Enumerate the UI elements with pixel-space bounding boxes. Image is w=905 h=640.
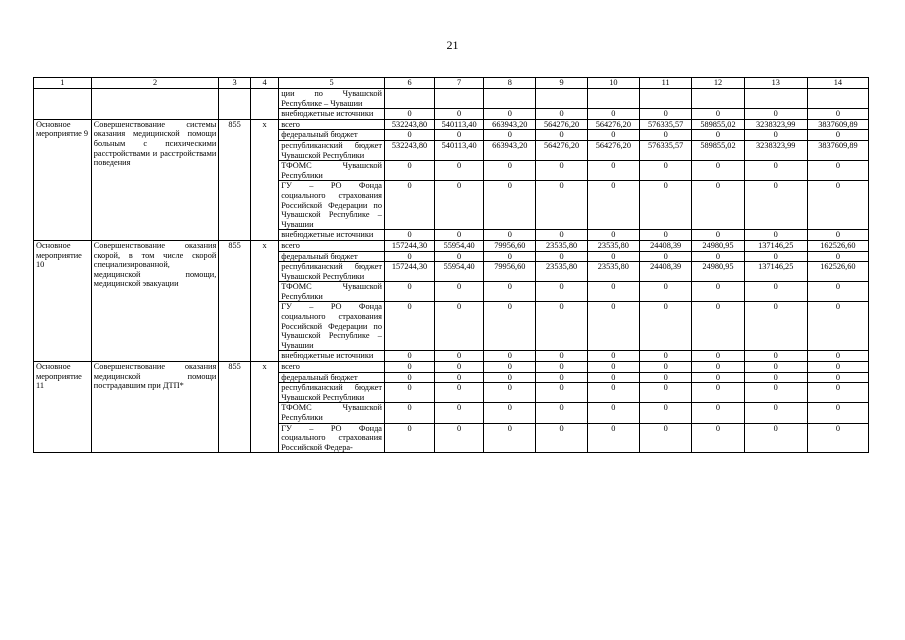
empty-cell (34, 89, 92, 109)
value-cell (640, 89, 692, 109)
value-cell: 0 (807, 130, 868, 141)
value-cell: 0 (807, 161, 868, 181)
value-cell: 532243,80 (384, 140, 434, 160)
value-cell: 0 (435, 251, 484, 262)
funding-source: ГУ – РО Фонда социального страхования Российской Федера- (279, 423, 385, 453)
table-row (34, 362, 869, 373)
value-cell: 0 (744, 251, 807, 262)
value-cell: 564276,20 (587, 140, 639, 160)
value-cell: 0 (692, 403, 744, 423)
value-cell: 0 (536, 362, 587, 373)
value-cell: 0 (692, 282, 744, 302)
funding-source: ТФОМС Чувашской Республики (279, 403, 385, 423)
value-cell: 23535,80 (587, 240, 639, 251)
value-cell: 0 (692, 251, 744, 262)
value-cell: 0 (484, 282, 536, 302)
value-cell (692, 89, 744, 109)
value-cell: 663943,20 (484, 119, 536, 130)
value-cell: 0 (744, 403, 807, 423)
value-cell: 0 (587, 302, 639, 351)
value-cell: 0 (692, 109, 744, 120)
value-cell: 0 (744, 109, 807, 120)
measure-name: Основное мероприятие 10 (34, 240, 92, 361)
empty-cell (250, 89, 278, 109)
header-cell: 10 (587, 78, 639, 89)
measure-name: Основное мероприятие 9 (34, 119, 92, 240)
value-cell: 0 (484, 383, 536, 403)
empty-cell (219, 89, 251, 109)
value-cell: 0 (484, 372, 536, 383)
value-cell: 24980,95 (692, 262, 744, 282)
funding-source: всего (279, 362, 385, 373)
header-cell: 13 (744, 78, 807, 89)
value-cell: 540113,40 (435, 140, 484, 160)
value-cell: 3238323,99 (744, 119, 807, 130)
value-cell: 0 (692, 130, 744, 141)
value-cell: 0 (692, 423, 744, 453)
value-cell: 0 (692, 230, 744, 241)
value-cell: 0 (536, 251, 587, 262)
value-cell: 0 (384, 181, 434, 230)
value-cell: 0 (435, 109, 484, 120)
empty-cell (219, 109, 251, 120)
mark-cell: x (250, 240, 278, 361)
value-cell: 576335,57 (640, 140, 692, 160)
value-cell: 0 (587, 351, 639, 362)
value-cell: 0 (484, 423, 536, 453)
value-cell: 0 (536, 351, 587, 362)
value-cell: 0 (587, 230, 639, 241)
value-cell: 0 (807, 302, 868, 351)
value-cell: 0 (384, 362, 434, 373)
header-cell: 8 (484, 78, 536, 89)
value-cell: 564276,20 (587, 119, 639, 130)
value-cell: 0 (640, 181, 692, 230)
value-cell: 0 (692, 351, 744, 362)
funding-source: внебюджетные источники (279, 351, 385, 362)
value-cell: 0 (435, 282, 484, 302)
table-row (34, 89, 869, 109)
value-cell: 0 (384, 282, 434, 302)
value-cell: 0 (435, 372, 484, 383)
value-cell: 0 (744, 351, 807, 362)
empty-cell (250, 109, 278, 120)
value-cell: 0 (587, 181, 639, 230)
value-cell: 0 (384, 130, 434, 141)
value-cell: 0 (384, 423, 434, 453)
value-cell: 0 (640, 362, 692, 373)
value-cell: 157244,30 (384, 240, 434, 251)
value-cell: 137146,25 (744, 240, 807, 251)
value-cell: 0 (744, 302, 807, 351)
value-cell: 55954,40 (435, 262, 484, 282)
funding-source: внебюджетные источники (279, 230, 385, 241)
funding-source: федеральный бюджет (279, 130, 385, 141)
value-cell: 0 (744, 362, 807, 373)
value-cell: 24980,95 (692, 240, 744, 251)
value-cell: 0 (484, 161, 536, 181)
page-number: 21 (446, 38, 459, 52)
value-cell (384, 89, 434, 109)
value-cell: 162526,60 (807, 240, 868, 251)
value-cell: 564276,20 (536, 119, 587, 130)
value-cell: 0 (692, 181, 744, 230)
budget-code: 855 (219, 119, 251, 240)
value-cell: 0 (435, 161, 484, 181)
value-cell: 564276,20 (536, 140, 587, 160)
value-cell: 0 (484, 251, 536, 262)
value-cell: 0 (692, 161, 744, 181)
value-cell: 79956,60 (484, 262, 536, 282)
value-cell: 3837609,89 (807, 140, 868, 160)
funding-source: внебюджетные источники (279, 109, 385, 120)
value-cell: 0 (744, 372, 807, 383)
budget-code: 855 (219, 240, 251, 361)
header-cell: 12 (692, 78, 744, 89)
budget-code: 855 (219, 362, 251, 453)
value-cell: 0 (744, 230, 807, 241)
funding-source: ГУ – РО Фонда социального страхования Российской Федерации по Чувашской Республике – Чувашии (279, 302, 385, 351)
measure-description: Совершенствование оказания медицинской помощи пострадавшим при ДТП* (91, 362, 219, 453)
funding-source: ТФОМС Чувашской Республики (279, 161, 385, 181)
value-cell: 0 (807, 362, 868, 373)
funding-source: республиканский бюджет Чувашской Республики (279, 262, 385, 282)
value-cell: 0 (536, 302, 587, 351)
value-cell: 0 (640, 230, 692, 241)
header-cell: 14 (807, 78, 868, 89)
value-cell: 0 (384, 302, 434, 351)
value-cell: 0 (587, 372, 639, 383)
value-cell: 0 (484, 109, 536, 120)
value-cell: 0 (640, 130, 692, 141)
value-cell: 0 (807, 351, 868, 362)
mark-cell: x (250, 119, 278, 240)
measure-description: Совершенствование оказания скорой, в том числе скорой специализированной, медицинской помощи, медицинской эвакуации (91, 240, 219, 361)
value-cell: 0 (384, 109, 434, 120)
value-cell: 0 (692, 362, 744, 373)
funding-source: федеральный бюджет (279, 251, 385, 262)
value-cell: 0 (744, 282, 807, 302)
value-cell (807, 89, 868, 109)
funding-source: республиканский бюджет Чувашской Республики (279, 383, 385, 403)
value-cell: 0 (640, 351, 692, 362)
funding-source: ции по Чувашской Республике – Чувашии (279, 89, 385, 109)
value-cell: 0 (640, 161, 692, 181)
value-cell: 663943,20 (484, 140, 536, 160)
value-cell: 0 (744, 383, 807, 403)
header-cell: 5 (279, 78, 385, 89)
value-cell: 0 (744, 161, 807, 181)
header-cell: 2 (91, 78, 219, 89)
value-cell: 532243,80 (384, 119, 434, 130)
value-cell: 0 (536, 423, 587, 453)
header-cell: 11 (640, 78, 692, 89)
value-cell: 0 (744, 423, 807, 453)
value-cell: 0 (640, 251, 692, 262)
header-cell: 9 (536, 78, 587, 89)
value-cell: 0 (484, 351, 536, 362)
value-cell: 0 (640, 302, 692, 351)
table-row (34, 240, 869, 251)
value-cell: 0 (640, 423, 692, 453)
empty-cell (91, 109, 219, 120)
value-cell: 23535,80 (587, 262, 639, 282)
value-cell: 0 (536, 403, 587, 423)
budget-table (33, 77, 869, 453)
value-cell: 0 (484, 230, 536, 241)
value-cell: 0 (435, 423, 484, 453)
value-cell: 0 (807, 282, 868, 302)
value-cell: 0 (435, 130, 484, 141)
value-cell: 0 (384, 161, 434, 181)
value-cell: 0 (435, 403, 484, 423)
value-cell: 0 (435, 181, 484, 230)
value-cell (484, 89, 536, 109)
value-cell: 589855,02 (692, 119, 744, 130)
value-cell (744, 89, 807, 109)
value-cell: 0 (384, 403, 434, 423)
empty-cell (91, 89, 219, 109)
value-cell: 0 (435, 302, 484, 351)
value-cell (587, 89, 639, 109)
funding-source: федеральный бюджет (279, 372, 385, 383)
value-cell: 540113,40 (435, 119, 484, 130)
value-cell: 0 (384, 251, 434, 262)
value-cell: 0 (484, 302, 536, 351)
funding-source: ГУ – РО Фонда социального страхования Российской Федерации по Чувашской Республике – Чувашии (279, 181, 385, 230)
header-cell: 4 (250, 78, 278, 89)
value-cell: 0 (587, 383, 639, 403)
table-row (34, 109, 869, 120)
value-cell: 24408,39 (640, 262, 692, 282)
value-cell: 576335,57 (640, 119, 692, 130)
value-cell: 0 (484, 130, 536, 141)
value-cell: 0 (536, 282, 587, 302)
value-cell: 0 (435, 351, 484, 362)
value-cell: 137146,25 (744, 262, 807, 282)
value-cell: 23535,80 (536, 262, 587, 282)
value-cell: 0 (807, 383, 868, 403)
value-cell: 0 (807, 423, 868, 453)
value-cell: 589855,02 (692, 140, 744, 160)
value-cell: 0 (587, 109, 639, 120)
value-cell: 0 (587, 130, 639, 141)
table-row (34, 119, 869, 130)
value-cell: 0 (640, 282, 692, 302)
value-cell: 0 (807, 230, 868, 241)
value-cell: 0 (435, 383, 484, 403)
value-cell: 0 (536, 372, 587, 383)
value-cell: 0 (536, 383, 587, 403)
funding-source: всего (279, 119, 385, 130)
value-cell: 0 (587, 282, 639, 302)
value-cell: 0 (587, 251, 639, 262)
value-cell: 0 (435, 230, 484, 241)
value-cell: 0 (744, 130, 807, 141)
value-cell: 157244,30 (384, 262, 434, 282)
header-row (34, 78, 869, 89)
value-cell: 0 (692, 372, 744, 383)
value-cell: 0 (587, 423, 639, 453)
empty-cell (34, 109, 92, 120)
value-cell: 24408,39 (640, 240, 692, 251)
value-cell: 0 (807, 372, 868, 383)
value-cell: 0 (384, 351, 434, 362)
value-cell (536, 89, 587, 109)
value-cell: 0 (640, 109, 692, 120)
funding-source: всего (279, 240, 385, 251)
value-cell: 0 (484, 181, 536, 230)
measure-description: Совершенствование системы оказания медицинской помощи больным с психическими расстройствами и расстройствами поведения (91, 119, 219, 240)
value-cell: 162526,60 (807, 262, 868, 282)
funding-source: ТФОМС Чувашской Республики (279, 282, 385, 302)
value-cell: 0 (640, 372, 692, 383)
value-cell: 0 (807, 109, 868, 120)
value-cell: 0 (587, 161, 639, 181)
value-cell: 55954,40 (435, 240, 484, 251)
value-cell: 79956,60 (484, 240, 536, 251)
value-cell: 23535,80 (536, 240, 587, 251)
table-body (34, 78, 869, 453)
header-cell: 7 (435, 78, 484, 89)
value-cell: 0 (807, 181, 868, 230)
value-cell (435, 89, 484, 109)
value-cell: 0 (536, 161, 587, 181)
funding-source: республиканский бюджет Чувашской Республики (279, 140, 385, 160)
value-cell: 0 (692, 383, 744, 403)
header-cell: 1 (34, 78, 92, 89)
value-cell: 0 (587, 362, 639, 373)
value-cell: 0 (435, 362, 484, 373)
header-cell: 3 (219, 78, 251, 89)
value-cell: 0 (536, 130, 587, 141)
value-cell: 3837609,89 (807, 119, 868, 130)
value-cell: 0 (692, 302, 744, 351)
value-cell: 0 (536, 181, 587, 230)
header-cell: 6 (384, 78, 434, 89)
value-cell: 0 (484, 362, 536, 373)
value-cell: 0 (807, 403, 868, 423)
value-cell: 0 (384, 372, 434, 383)
mark-cell: x (250, 362, 278, 453)
value-cell: 0 (744, 181, 807, 230)
value-cell: 0 (640, 383, 692, 403)
value-cell: 0 (536, 109, 587, 120)
value-cell: 0 (640, 403, 692, 423)
value-cell: 0 (807, 251, 868, 262)
value-cell: 0 (587, 403, 639, 423)
value-cell: 0 (484, 403, 536, 423)
value-cell: 3238323,99 (744, 140, 807, 160)
value-cell: 0 (384, 383, 434, 403)
value-cell: 0 (384, 230, 434, 241)
measure-name: Основное мероприятие 11 (34, 362, 92, 453)
value-cell: 0 (536, 230, 587, 241)
